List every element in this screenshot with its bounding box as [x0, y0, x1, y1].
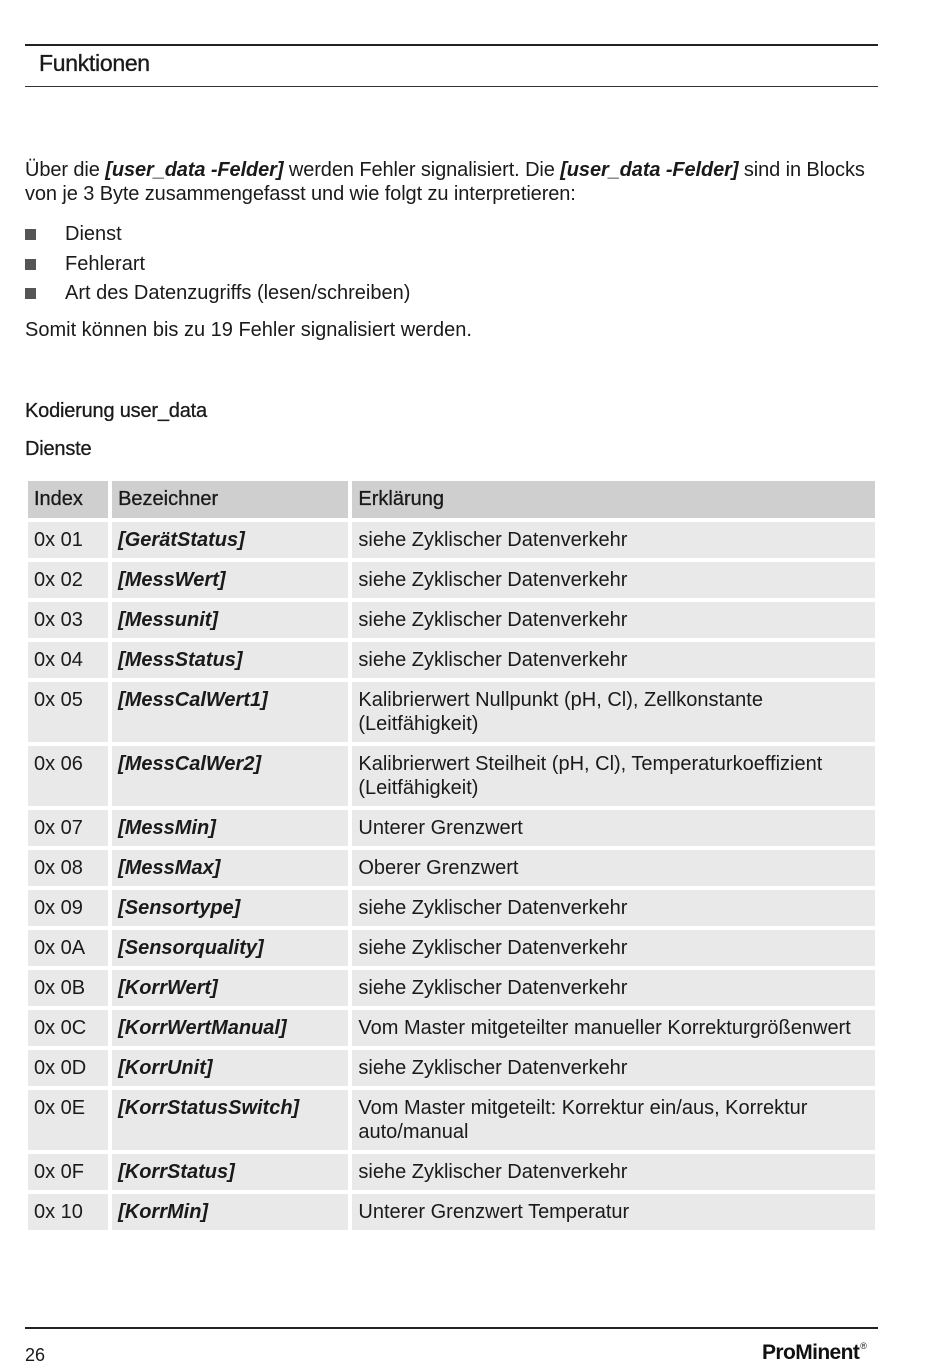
list-item-label: Dienst — [65, 223, 122, 245]
list-item — [25, 280, 410, 310]
table-row — [28, 890, 875, 926]
cell-name: [GerätStatus] — [112, 522, 348, 558]
cell-index: 0x 0B — [28, 970, 108, 1006]
table-row — [28, 850, 875, 886]
column-header-index: Index — [28, 481, 108, 518]
summary-text: Somit können bis zu 19 Fehler signalisiert werden. — [25, 319, 472, 341]
list-item-label: Fehlerart — [65, 252, 146, 275]
bullet-list — [25, 221, 410, 310]
list-item — [25, 221, 410, 251]
intro-paragraph — [25, 158, 885, 206]
cell-description: Unterer Grenzwert — [352, 810, 875, 846]
table-row — [28, 562, 875, 598]
cell-name: [KorrStatus] — [112, 1154, 348, 1190]
cell-index: 0x 06 — [28, 746, 108, 806]
cell-name: [MessStatus] — [112, 642, 348, 678]
cell-index: 0x 0C — [28, 1010, 108, 1046]
cell-index: 0x 03 — [28, 602, 108, 638]
cell-name: [KorrWert] — [112, 970, 348, 1006]
cell-index: 0x 09 — [28, 890, 108, 926]
cell-description: siehe Zyklischer Datenverkehr — [352, 642, 875, 678]
table-row — [28, 522, 875, 558]
table-row — [28, 602, 875, 638]
cell-description: siehe Zyklischer Datenverkehr — [352, 930, 875, 966]
table-row — [28, 1154, 875, 1190]
logo-text: ProMinent — [762, 1341, 860, 1364]
cell-description: Kalibrierwert Steilheit (pH, Cl), Temperaturkoeffizient (Leitfähigkeit) — [352, 746, 875, 806]
column-header-name: Bezeichner — [112, 481, 348, 518]
services-heading: Dienste — [25, 438, 92, 460]
cell-index: 0x 07 — [28, 810, 108, 846]
page-number: 26 — [25, 1345, 46, 1365]
cell-description: siehe Zyklischer Datenverkehr — [352, 602, 875, 638]
cell-index: 0x 02 — [28, 562, 108, 598]
table-row — [28, 682, 875, 742]
cell-description: siehe Zyklischer Datenverkehr — [352, 522, 875, 558]
table-row — [28, 1090, 875, 1150]
cell-name: [MessCalWer2] — [112, 746, 348, 806]
cell-name: [MessCalWert1] — [112, 682, 348, 742]
table-row — [28, 930, 875, 966]
cell-index: 0x 10 — [28, 1194, 108, 1230]
intro-text-2: werden Fehler signalisiert. Die — [283, 159, 561, 181]
table-row — [28, 1194, 875, 1230]
cell-name: [Sensortype] — [112, 890, 348, 926]
brand-logo — [762, 1341, 866, 1365]
cell-name: [MessMax] — [112, 850, 348, 886]
column-header-description: Erklärung — [352, 481, 875, 518]
cell-index: 0x 08 — [28, 850, 108, 886]
intro-field-1: [user_data -Felder] — [105, 159, 284, 181]
cell-name: [MessWert] — [112, 562, 348, 598]
cell-name: [KorrMin] — [112, 1194, 348, 1230]
cell-name: [Sensorquality] — [112, 930, 348, 966]
cell-description: Kalibrierwert Nullpunkt (pH, Cl), Zellkonstante (Leitfähigkeit) — [352, 682, 875, 742]
cell-name: [MessMin] — [112, 810, 348, 846]
cell-index: 0x 0A — [28, 930, 108, 966]
registered-mark: ® — [860, 1341, 867, 1351]
bullet-square-icon — [25, 259, 36, 270]
services-table — [24, 477, 879, 1234]
cell-description: siehe Zyklischer Datenverkehr — [352, 890, 875, 926]
section-title: Funktionen — [39, 50, 150, 76]
cell-name: [KorrStatusSwitch] — [112, 1090, 348, 1150]
cell-index: 0x 0D — [28, 1050, 108, 1086]
cell-description: siehe Zyklischer Datenverkehr — [352, 1154, 875, 1190]
table-row — [28, 970, 875, 1006]
table-row — [28, 746, 875, 806]
cell-index: 0x 01 — [28, 522, 108, 558]
header-rule-top — [25, 44, 878, 46]
list-item — [25, 251, 410, 281]
cell-name: [Messunit] — [112, 602, 348, 638]
cell-index: 0x 05 — [28, 682, 108, 742]
cell-description: Unterer Grenzwert Temperatur — [352, 1194, 875, 1230]
coding-heading: Kodierung user_data — [25, 400, 207, 422]
bullet-square-icon — [25, 288, 36, 299]
cell-description: siehe Zyklischer Datenverkehr — [352, 562, 875, 598]
cell-description: Vom Master mitgeteilt: Korrektur ein/aus, Korrektur auto/manual — [352, 1090, 875, 1150]
table-row — [28, 1010, 875, 1046]
list-item-label: Art des Datenzugriffs (lesen/schreiben) — [65, 282, 411, 304]
cell-index: 0x 04 — [28, 642, 108, 678]
cell-description: Oberer Grenzwert — [352, 850, 875, 886]
cell-description: Vom Master mitgeteilter manueller Korrekturgrößenwert — [352, 1010, 875, 1046]
header-rule-bottom — [25, 86, 878, 87]
cell-description: siehe Zyklischer Datenverkehr — [352, 970, 875, 1006]
footer-rule — [25, 1327, 878, 1329]
table-row — [28, 642, 875, 678]
intro-field-2: [user_data -Felder] — [560, 159, 739, 181]
cell-description: siehe Zyklischer Datenverkehr — [352, 1050, 875, 1086]
table-header-row — [28, 481, 875, 518]
intro-text-3: sind in Blocks von je 3 Byte zusammengefasst und wie folgt zu interpretieren: — [25, 159, 865, 205]
cell-name: [KorrUnit] — [112, 1050, 348, 1086]
cell-name: [KorrWertManual] — [112, 1010, 348, 1046]
intro-text-1: Über die — [25, 159, 106, 181]
table-row — [28, 1050, 875, 1086]
bullet-square-icon — [25, 229, 36, 240]
table-row — [28, 810, 875, 846]
cell-index: 0x 0E — [28, 1090, 108, 1150]
cell-index: 0x 0F — [28, 1154, 108, 1190]
